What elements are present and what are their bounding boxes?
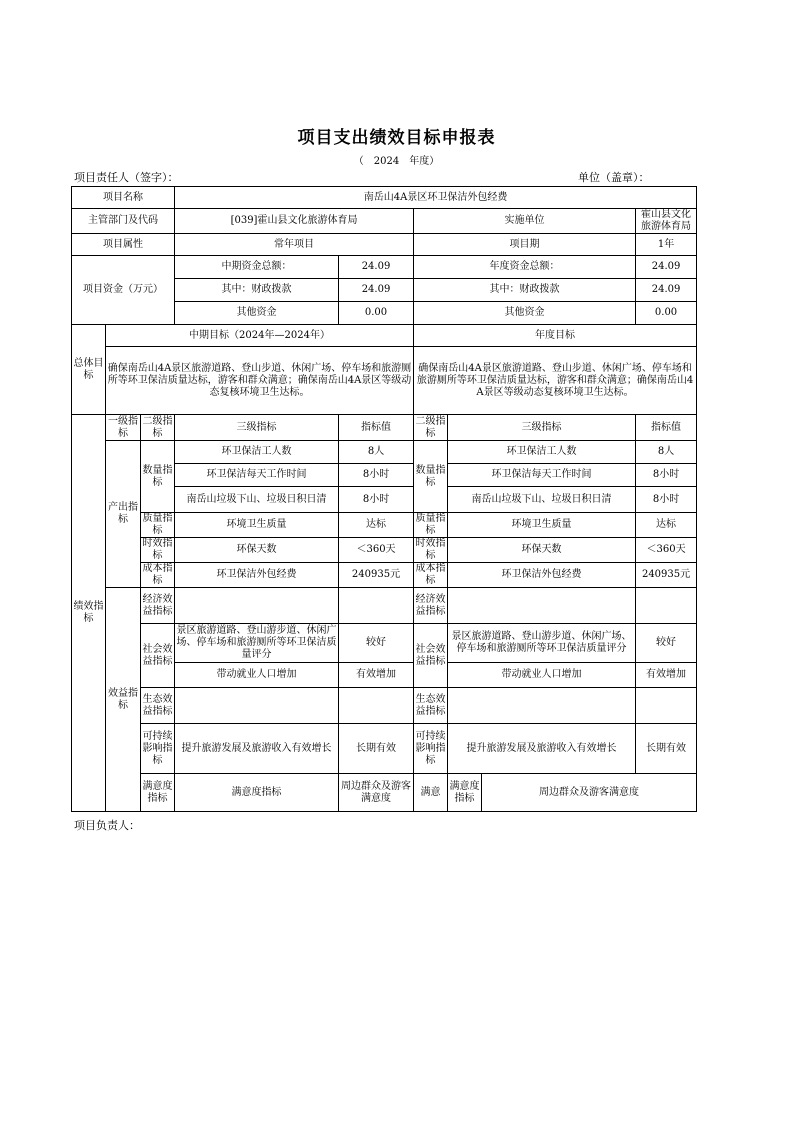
mid-total-value: 24.09	[339, 256, 414, 279]
year-quality-indicator-label: 质量指标	[415, 513, 446, 536]
days-name: 环保天数	[175, 538, 339, 563]
year-fiscal-label: 其中：财政拨款	[414, 279, 636, 302]
hours-value: 8小时	[339, 464, 414, 487]
year-social-row2-value: 有效增加	[636, 663, 697, 688]
project-period-value: 1年	[636, 234, 697, 256]
year-sustain-indicator-label: 可持续影响指标	[414, 724, 448, 774]
year-level3-header: 三级指标	[448, 415, 636, 441]
workers-value: 8人	[339, 441, 414, 464]
year-total-label: 年度资金总额：	[414, 256, 636, 279]
year-garbage-value: 8小时	[636, 487, 697, 513]
quality-value: 达标	[339, 513, 414, 538]
social-row2-value: 有效增加	[339, 663, 414, 688]
economic-indicator-label: 经济效益指标	[141, 588, 175, 624]
unit-stamp-label: 单位（盖章）：	[578, 171, 650, 184]
year-goal-text: 确保南岳山4A景区旅游道路、登山步道、休闲广场、停车场和旅游厕所等环卫保洁质量达标，游客和群众满意；确保南岳山4A景区等级动态复核环境卫生达标。	[414, 347, 697, 415]
year-workers-value: 8人	[636, 441, 697, 464]
year-economic-indicator-label: 经济效益指标	[414, 588, 448, 624]
year-quality-value: 达标	[636, 513, 697, 538]
performance-table	[71, 186, 697, 812]
project-period-label: 项目期	[414, 234, 636, 256]
eco-value	[339, 688, 414, 724]
hours-name: 环卫保洁每天工作时间	[175, 464, 339, 487]
benefit-indicator-label: 效益指标	[106, 588, 141, 812]
dept-label: 主管部门及代码	[72, 209, 175, 234]
year-level2-header: 二级指标	[415, 415, 446, 439]
project-attr-label: 项目属性	[72, 234, 175, 256]
mid-fiscal-value: 24.09	[339, 279, 414, 302]
year-sustain-name: 提升旅游发展及旅游收入有效增长	[448, 724, 636, 774]
year-cost-value: 240935元	[636, 563, 697, 588]
value-header: 指标值	[339, 415, 414, 441]
year-days-name: 环保天数	[448, 538, 636, 563]
year-satisfaction-name: 周边群众及游客满意度	[482, 774, 697, 812]
project-attr-value: 常年项目	[175, 234, 414, 256]
cost-indicator-label: 成本指标	[141, 563, 175, 588]
year-social-row1-name: 景区旅游道路、登山游步道、休闲广场、停车场和旅游厕所等环卫保洁质量评分	[448, 624, 636, 663]
year-economic-name	[448, 588, 636, 624]
garbage-name: 南岳山垃圾下山、垃圾日积日清	[175, 487, 339, 513]
level2-header: 二级指标	[141, 415, 175, 441]
year-social-row2-name: 带动就业人口增加	[448, 663, 636, 688]
quality-indicator-label: 质量指标	[141, 513, 175, 538]
output-indicator-label: 产出指标	[106, 441, 141, 588]
dept-value: [039]霍山县文化旅游体育局	[175, 209, 414, 234]
year-quality-name: 环境卫生质量	[448, 513, 636, 538]
year-total-value: 24.09	[636, 256, 697, 279]
year-sustain-value: 长期有效	[636, 724, 697, 774]
year-hours-value: 8小时	[636, 464, 697, 487]
year-other-label: 其他资金	[414, 302, 636, 325]
workers-name: 环卫保洁工人数	[175, 441, 339, 464]
year-quantity-indicator-label: 数量指标	[414, 441, 448, 513]
quality-name: 环境卫生质量	[175, 513, 339, 538]
performance-section-label: 绩效指标	[72, 415, 106, 812]
days-value: ＜360天	[339, 538, 414, 563]
sustain-name: 提升旅游发展及旅游收入有效增长	[175, 724, 339, 774]
year-other-value: 0.00	[636, 302, 697, 325]
impl-unit-value: 霍山县文化旅游体育局	[636, 209, 697, 234]
economic-value	[339, 588, 414, 624]
year-line: （ 2024 年度）	[353, 156, 440, 167]
social-row1-value: 较好	[339, 624, 414, 663]
year-garbage-name: 南岳山垃圾下山、垃圾日积日清	[448, 487, 636, 513]
year-eco-name	[448, 688, 636, 724]
mid-other-value: 0.00	[339, 302, 414, 325]
year-cost-indicator-label: 成本指标	[415, 563, 446, 586]
sustain-value: 长期有效	[339, 724, 414, 774]
cost-value: 240935元	[339, 563, 414, 588]
project-leader-label: 项目负责人：	[74, 819, 140, 832]
mid-total-label: 中期资金总额：	[175, 256, 339, 279]
project-name-label: 项目名称	[72, 187, 175, 209]
mid-fiscal-label: 其中：财政拨款	[175, 279, 339, 302]
year-economic-value	[636, 588, 697, 624]
year-value-header: 指标值	[636, 415, 697, 441]
level1-header: 一级指标	[106, 415, 141, 441]
year-workers-name: 环卫保洁工人数	[448, 441, 636, 464]
eco-name	[175, 688, 339, 724]
page-title: 项目支出绩效目标申报表	[297, 128, 496, 148]
mid-goal-text: 确保南岳山4A景区旅游道路、登山步道、休闲广场、停车场和旅游厕所等环卫保洁质量达标，游客和群众满意；确保南岳山4A景区等级动态复核环境卫生达标。	[106, 347, 414, 415]
social-row2-name: 带动就业人口增加	[175, 663, 339, 688]
mid-other-label: 其他资金	[175, 302, 339, 325]
funds-label: 项目资金（万元）	[72, 256, 175, 325]
mid-goal-header: 中期目标（2024年—2024年）	[106, 325, 414, 347]
year-hours-name: 环卫保洁每天工作时间	[448, 464, 636, 487]
eco-indicator-label: 生态效益指标	[141, 688, 175, 724]
cost-name: 环卫保洁外包经费	[175, 563, 339, 588]
social-indicator-label: 社会效益指标	[141, 624, 175, 688]
year-days-value: ＜360天	[636, 538, 697, 563]
satisfaction-name: 周边群众及游客满意度	[339, 774, 414, 812]
year-eco-value	[636, 688, 697, 724]
social-row1-name: 景区旅游道路、登山游步道、休闲广场、停车场和旅游厕所等环卫保洁质量评分	[175, 624, 339, 663]
level3-header: 三级指标	[175, 415, 339, 441]
year-eco-indicator-label: 生态效益指标	[414, 688, 448, 724]
sustain-indicator-label: 可持续影响指标	[141, 724, 175, 774]
year-goal-header: 年度目标	[414, 325, 697, 347]
satisfaction-sub-label: 满意度指标	[175, 774, 339, 812]
year-timeliness-indicator-label: 时效指标	[415, 538, 446, 561]
economic-name	[175, 588, 339, 624]
timeliness-indicator-label: 时效指标	[141, 538, 175, 563]
year-satisfaction-sub-label: 满意度指标	[448, 774, 482, 812]
year-fiscal-value: 24.09	[636, 279, 697, 302]
impl-unit-label: 实施单位	[414, 209, 636, 234]
project-name-value: 南岳山4A景区环卫保洁外包经费	[175, 187, 697, 209]
year-social-indicator-label: 社会效益指标	[414, 624, 448, 688]
satisfaction-value: 满意	[414, 774, 448, 812]
garbage-value: 8小时	[339, 487, 414, 513]
year-cost-name: 环卫保洁外包经费	[448, 563, 636, 588]
owner-signature-label: 项目责任人（签字）：	[74, 171, 179, 184]
quantity-indicator-label: 数量指标	[141, 441, 175, 513]
overall-goal-label: 总体目标	[72, 325, 106, 415]
year-social-row1-value: 较好	[636, 624, 697, 663]
satisfaction-indicator-label: 满意度指标	[141, 774, 175, 812]
